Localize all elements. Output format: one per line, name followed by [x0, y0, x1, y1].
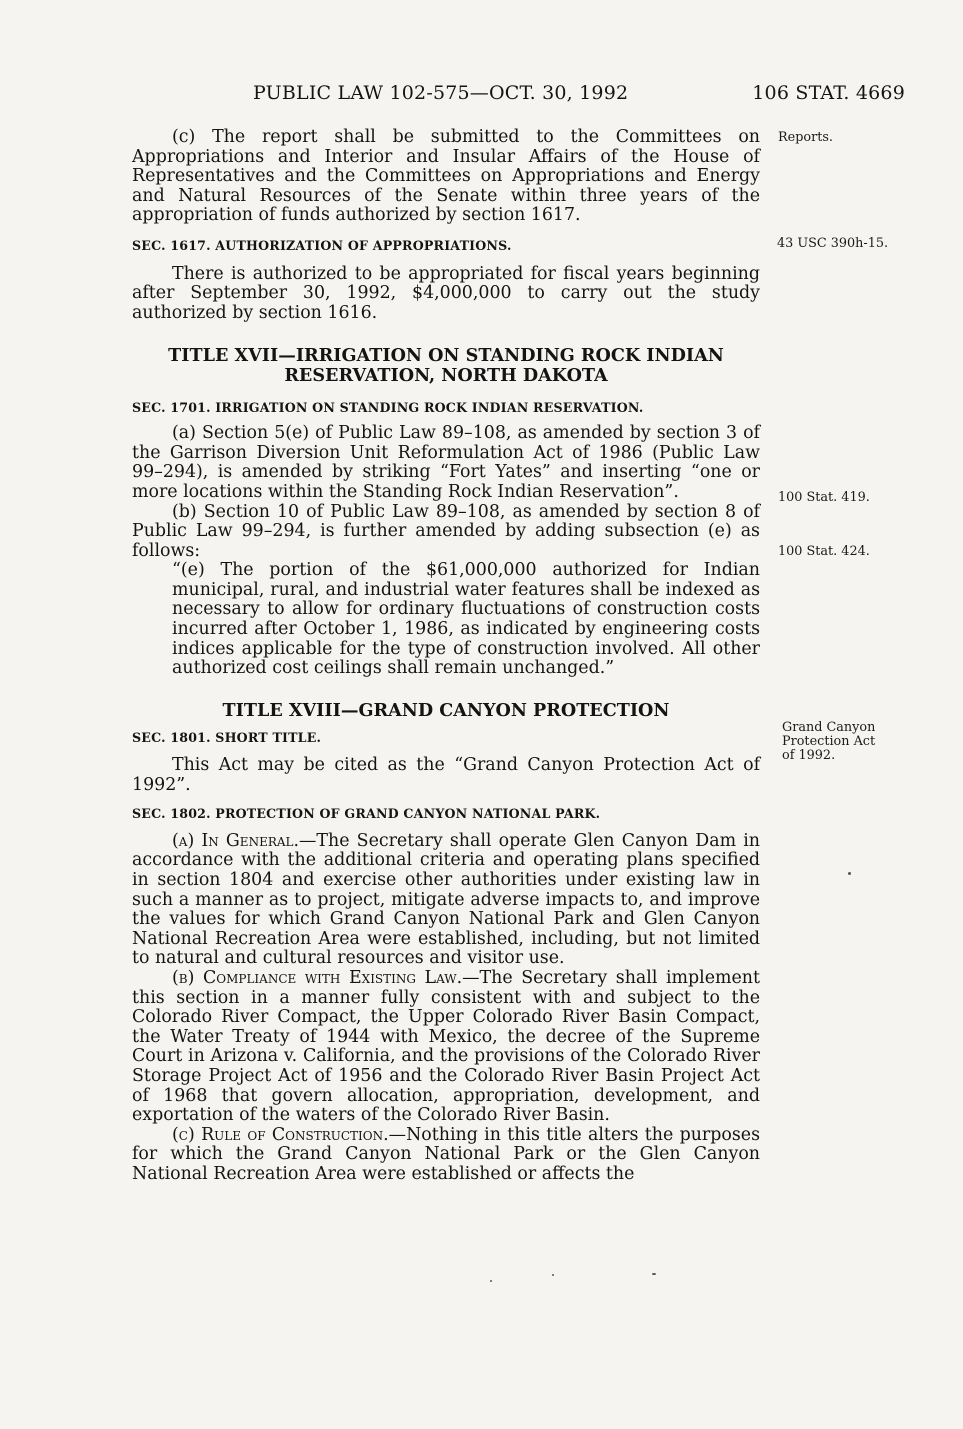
margin-note-gc-line1: Grand Canyon [782, 720, 876, 735]
paragraph-short-title: This Act may be cited as the “Grand Canyon Protection Act of 1992”. [132, 755, 760, 795]
margin-note-gc-line2: Protection Act [782, 734, 876, 749]
subsection-heading-compliance: (b) Compliance with Existing Law. [172, 967, 463, 988]
header-law-date: PUBLIC LAW 102-575—OCT. 30, 1992 [253, 82, 629, 104]
scan-speck [848, 872, 851, 875]
section-heading-1617: SEC. 1617. AUTHORIZATION OF APPROPRIATIONS. [132, 237, 512, 253]
section-heading-1802: SEC. 1802. PROTECTION OF GRAND CANYON NATIONAL PARK. [132, 806, 601, 822]
paragraph-1802-b [132, 969, 760, 1126]
scan-speck [490, 1280, 492, 1282]
paragraph-report: (c) The report shall be submitted to the Committees on Appropriations and Interior and Insular Affairs of the House of Representatives and the Committees on Appropriations and Energy and Natural Resources of the Senate within three years of the appropriation of funds authorized by section 1617. [132, 127, 760, 226]
subsection-text-compliance: —The Secretary shall implement this section in a manner fully consistent with and subject to the Colorado River Compact, the Upper Colorado River Basin Compact, the Water Treaty of 1944 with Mexico, the decree of the Supreme Court in Arizona v. California, and the provisions of the Colorado River Storage Project Act of 1956 and the Colorado River Basin Project Act of 1968 that govern allocation, appropriation, development, and exportation of the waters of the Colorado River Basin. [132, 967, 760, 1126]
subsection-heading-in-general: (a) In General. [172, 830, 300, 851]
margin-note-grand-canyon [782, 721, 875, 763]
paragraph-1701-a: (a) Section 5(e) of Public Law 89–108, as amended by section 3 of the Garrison Diversion Unit Reformulation Act of 1986 (Public Law 99–294), is amended by striking “Fort Yates” and inserting “one or more locations within the Standing Rock Indian Reservation”. [132, 423, 760, 502]
scan-speck [552, 1274, 554, 1276]
page-header [253, 82, 905, 114]
margin-note-reports: Reports. [778, 130, 833, 145]
subsection-text-in-general: —The Secretary shall operate Glen Canyon Dam in accordance with the additional criteria and operating plans specified in section 1804 and exercise other authorities under existing law in such a manner as to project, mitigate adverse impacts to, and improve the values for which Grand Canyon National Park and Glen Canyon National Recreation Area were established, including, but not limited to natural and cultural resources and visitor use. [132, 830, 760, 969]
paragraph-1701-b: (b) Section 10 of Public Law 89–108, as amended by section 8 of Public Law 99–294, is further amended by adding subsection (e) as follows: [132, 501, 760, 561]
title-xvii-line2: RESERVATION, NORTH DAKOTA [284, 364, 608, 386]
margin-note-stat-424: 100 Stat. 424. [778, 544, 870, 559]
paragraph-authorization: There is authorized to be appropriated for fiscal years beginning after September 30, 1992, $4,000,000 to carry out the study authorized by section 1616. [132, 263, 760, 323]
margin-note-stat-419: 100 Stat. 419. [778, 490, 870, 505]
title-xviii: TITLE XVIII—GRAND CANYON PROTECTION [222, 699, 670, 721]
subsection-text-rule: —Nothing in this title alters the purposes for which the Grand Canyon National Park or the Glen Canyon National Recreation Area were established or affects the [132, 1124, 760, 1184]
header-stat-page: 106 STAT. 4669 [752, 82, 905, 104]
title-xvii-line1: TITLE XVII—IRRIGATION ON STANDING ROCK INDIAN [168, 345, 724, 367]
document-body [132, 128, 760, 1185]
section-heading-1701: SEC. 1701. IRRIGATION ON STANDING ROCK INDIAN RESERVATION. [132, 399, 644, 415]
subsection-heading-rule: (c) Rule of Construction. [172, 1124, 389, 1145]
paragraph-1802-a [132, 832, 760, 969]
quoted-subsection-e: “(e) The portion of the $61,000,000 authorized for Indian municipal, rural, and industrial water features shall be indexed as necessary to allow for ordinary fluctuations of construction costs incurred after October 1, 1986, as indicated by engineering costs indices applicable for the type of construction involved. All other authorized cost ceilings shall remain unchanged.” [172, 560, 760, 679]
margin-note-gc-line3: of 1992. [782, 748, 836, 763]
scan-speck [652, 1273, 656, 1275]
margin-note-usc: 43 USC 390h-15. [777, 236, 889, 251]
paragraph-1802-c [132, 1126, 760, 1185]
section-heading-1801: SEC. 1801. SHORT TITLE. [132, 730, 322, 746]
